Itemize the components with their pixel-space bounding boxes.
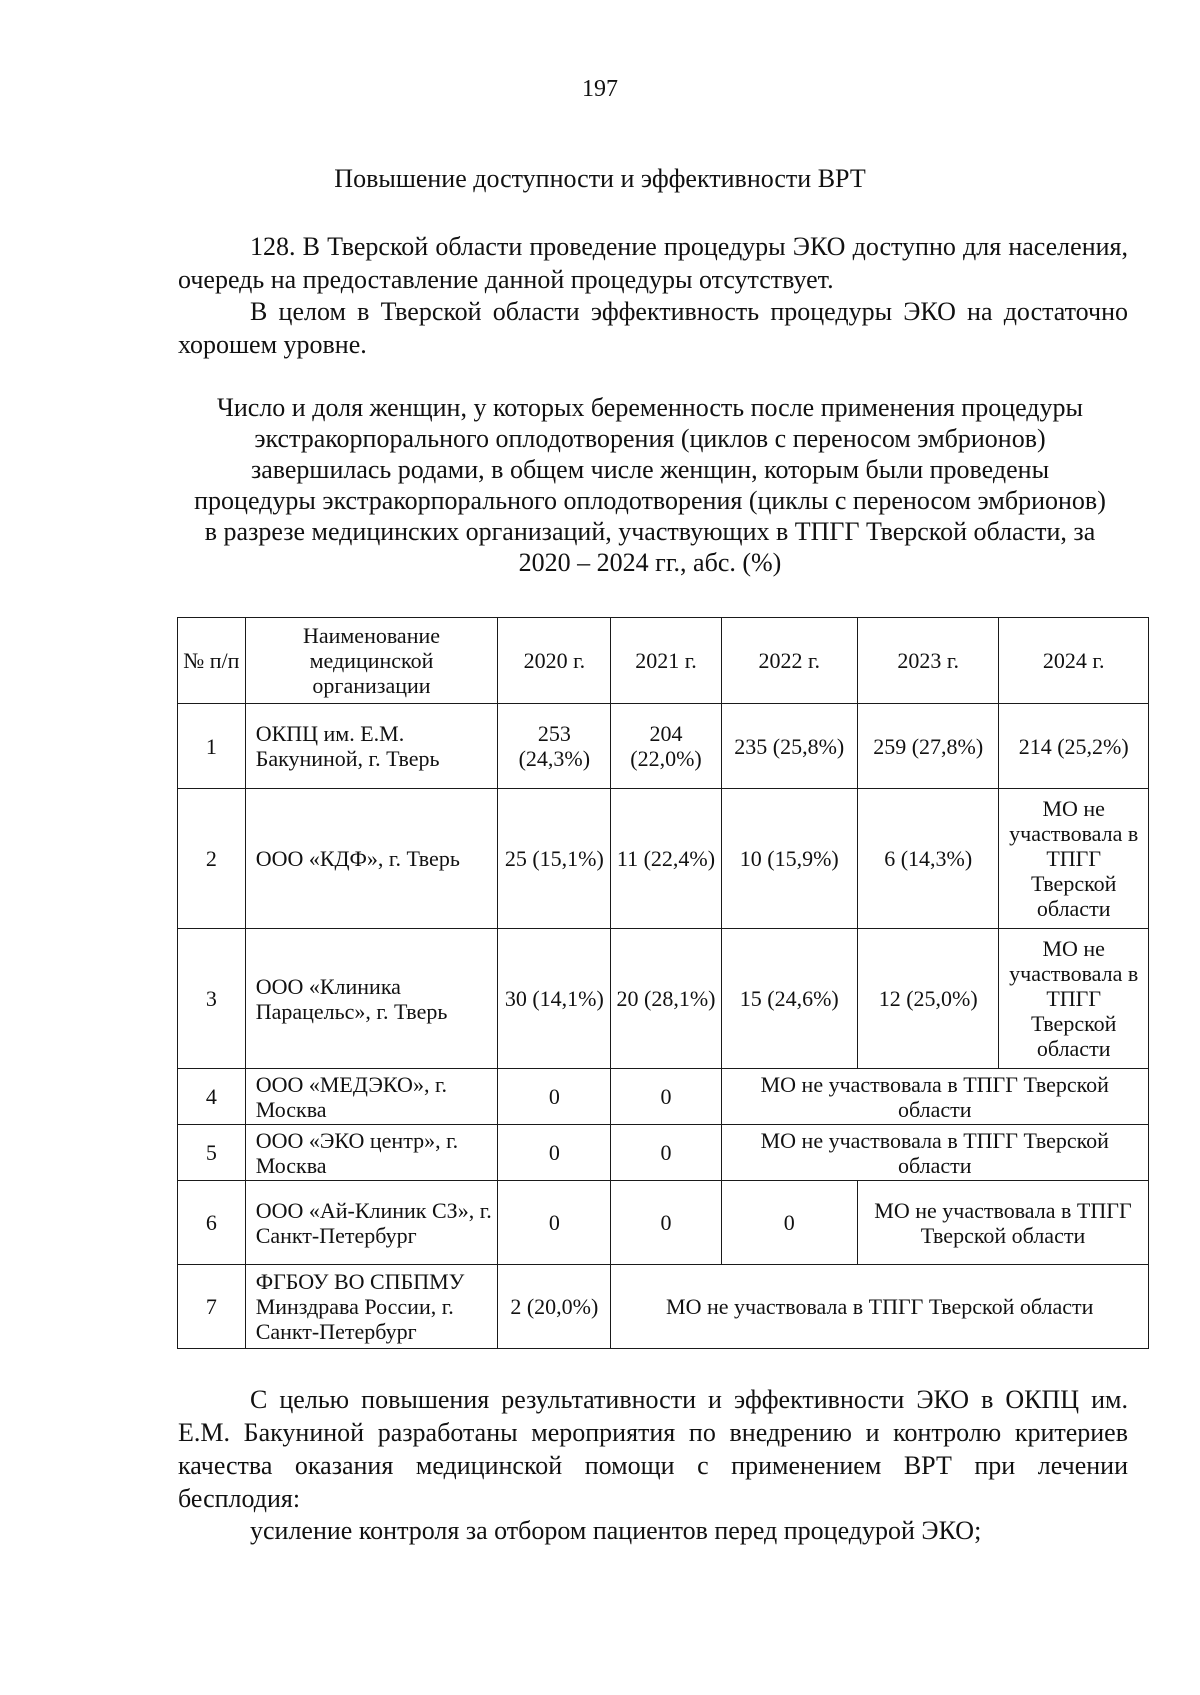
cell-2023: 12 (25,0%) bbox=[857, 929, 998, 1069]
row-num: 7 bbox=[178, 1265, 246, 1349]
row-num: 3 bbox=[178, 929, 246, 1069]
cell-2024: 214 (25,2%) bbox=[999, 704, 1149, 789]
table-row bbox=[178, 1181, 1149, 1265]
header-num: № п/п bbox=[178, 618, 246, 704]
cell-2022: 15 (24,6%) bbox=[721, 929, 857, 1069]
row-num: 5 bbox=[178, 1125, 246, 1181]
cell-2021-2024: МО не участвовала в ТПГГ Тверской области bbox=[611, 1265, 1149, 1349]
cell-2021: 11 (22,4%) bbox=[611, 789, 721, 929]
table-row bbox=[178, 704, 1149, 789]
header-org: Наименование медицинской организации bbox=[245, 618, 498, 704]
header-2021: 2021 г. bbox=[611, 618, 721, 704]
cell-2021: 20 (28,1%) bbox=[611, 929, 721, 1069]
paragraph-2: В целом в Тверской области эффективность процедуры ЭКО на достаточно хорошем уровне. bbox=[178, 297, 1128, 359]
table-title: Число и доля женщин, у которых беременность после применения процедуры экстракорпорального оплодотворения (циклов с переносом эмбрионов) завершилась родами, в общем числе женщин, которым были проведены процедуры экстракорпорального оплодотворения (циклы с переносом эмбрионов) в разрезе медицинских организаций, участвующих в ТПГГ Тверской области, за 2020 – 2024 гг., абс. (%) bbox=[194, 393, 1106, 577]
cell-2022-2024: МО не участвовала в ТПГГ Тверской области bbox=[721, 1069, 1148, 1125]
cell-2023: 259 (27,8%) bbox=[857, 704, 998, 789]
paragraph-3: С целью повышения результативности и эффективности ЭКО в ОКПЦ им. Е.М. Бакуниной разработаны мероприятия по внедрению и контролю критериев качества оказания медицинской помощи с применением ВРТ при лечении бесплодия: bbox=[178, 1385, 1128, 1513]
cell-2020: 0 bbox=[498, 1125, 611, 1181]
paragraph-1: 128. В Тверской области проведение процедуры ЭКО доступно для населения, очередь на предоставление данной процедуры отсутствует. bbox=[178, 232, 1128, 294]
row-org: ООО «КДФ», г. Тверь bbox=[245, 789, 498, 929]
cell-2020: 2 (20,0%) bbox=[498, 1265, 611, 1349]
row-org: ФГБОУ ВО СПБПМУ Минздрава России, г. Санкт-Петербург bbox=[245, 1265, 498, 1349]
paragraph-4 bbox=[178, 1514, 1128, 1547]
row-num: 6 bbox=[178, 1181, 246, 1265]
cell-2021: 0 bbox=[611, 1069, 721, 1125]
table-row bbox=[178, 789, 1149, 929]
cell-2021: 0 bbox=[611, 1181, 721, 1265]
table-row bbox=[178, 929, 1149, 1069]
row-num: 4 bbox=[178, 1069, 246, 1125]
cell-2023: 6 (14,3%) bbox=[857, 789, 998, 929]
cell-2020: 25 (15,1%) bbox=[498, 789, 611, 929]
row-org: ООО «МЕДЭКО», г. Москва bbox=[245, 1069, 498, 1125]
cell-2021: 204 (22,0%) bbox=[611, 704, 721, 789]
cell-2022: 10 (15,9%) bbox=[721, 789, 857, 929]
cell-2020: 0 bbox=[498, 1069, 611, 1125]
row-num: 1 bbox=[178, 704, 246, 789]
cell-2024: МО не участвовала в ТПГГ Тверской области bbox=[999, 789, 1149, 929]
row-org: ООО «Ай-Клиник СЗ», г. Санкт-Петербург bbox=[245, 1181, 498, 1265]
row-org: ООО «ЭКО центр», г. Москва bbox=[245, 1125, 498, 1181]
header-2023: 2023 г. bbox=[857, 618, 998, 704]
table-row bbox=[178, 1125, 1149, 1181]
eco-results-table bbox=[177, 617, 1149, 1349]
row-org: ООО «Клиника Парацельс», г. Тверь bbox=[245, 929, 498, 1069]
cell-2020: 253 (24,3%) bbox=[498, 704, 611, 789]
paragraph-4-text: усиление контроля за отбором пациентов перед процедурой ЭКО; bbox=[250, 1516, 982, 1545]
cell-2024: МО не участвовала в ТПГГ Тверской области bbox=[999, 929, 1149, 1069]
table-row bbox=[178, 1069, 1149, 1125]
page-number: 197 bbox=[582, 76, 618, 102]
section-heading: Повышение доступности и эффективности ВРТ bbox=[334, 164, 866, 193]
cell-2020: 0 bbox=[498, 1181, 611, 1265]
row-org: ОКПЦ им. Е.М. Бакуниной, г. Тверь bbox=[245, 704, 498, 789]
header-2024: 2024 г. bbox=[999, 618, 1149, 704]
cell-2022: 0 bbox=[721, 1181, 857, 1265]
header-2022: 2022 г. bbox=[721, 618, 857, 704]
table-header-row bbox=[178, 618, 1149, 704]
cell-2023-2024: МО не участвовала в ТПГГ Тверской области bbox=[857, 1181, 1148, 1265]
table-row bbox=[178, 1265, 1149, 1349]
cell-2021: 0 bbox=[611, 1125, 721, 1181]
cell-2022-2024: МО не участвовала в ТПГГ Тверской области bbox=[721, 1125, 1148, 1181]
row-num: 2 bbox=[178, 789, 246, 929]
cell-2020: 30 (14,1%) bbox=[498, 929, 611, 1069]
header-2020: 2020 г. bbox=[498, 618, 611, 704]
cell-2022: 235 (25,8%) bbox=[721, 704, 857, 789]
